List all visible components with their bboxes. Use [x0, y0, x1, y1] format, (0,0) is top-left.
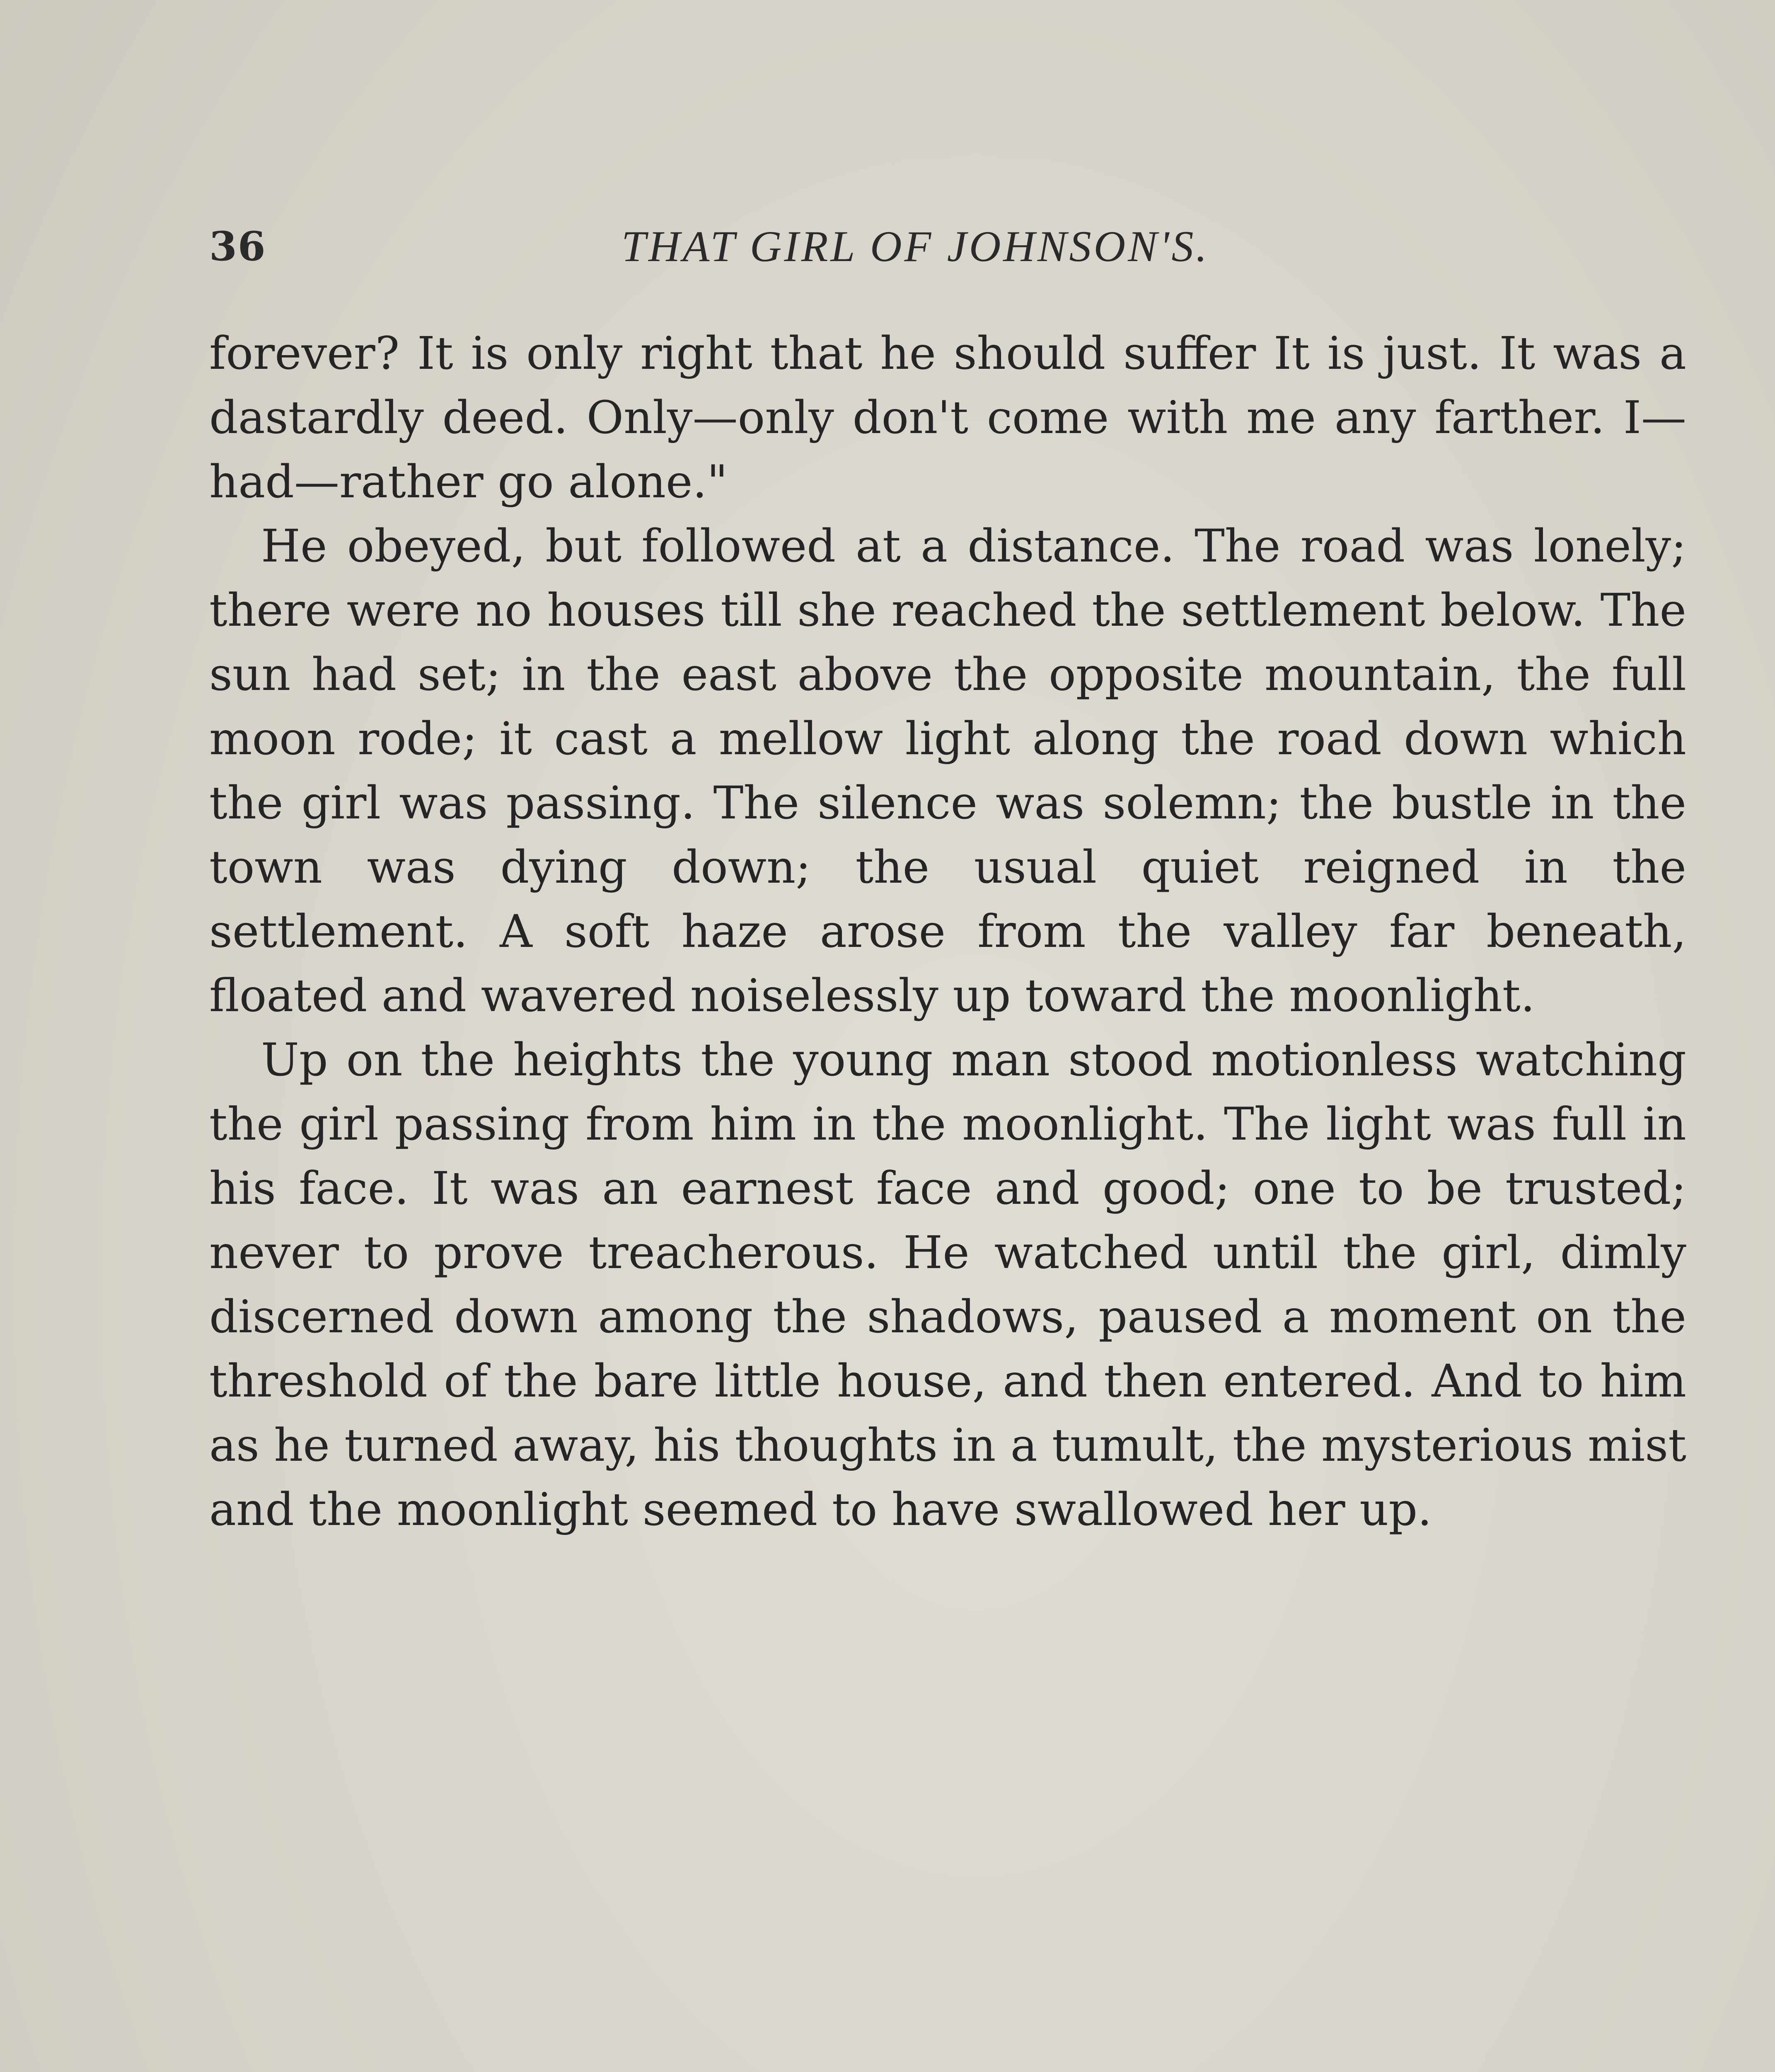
body-text	[209, 321, 1686, 1542]
page-number: 36	[209, 223, 266, 270]
running-head	[209, 215, 1684, 290]
running-title: THAT GIRL OF JOHNSON'S.	[621, 222, 1210, 271]
paragraph-heights: Up on the heights the young man stood motionless watching the girl passing from him in the moonlight. The light was full in his face. It was an earnest face and good; one to be trusted; never to prove treacherous. He watched until the girl, dimly discerned down among the shadows, paused a moment on the threshold of the bare little house, and then entered. And to him as he turned away, his thoughts in a tumult, the mysterious mist and the moonlight seemed to have swallowed her up.	[209, 1034, 1686, 1536]
paragraph-continuation: forever? It is only right that he should suffer It is just. It was a dastardly deed. Only—only don't come with me any farther. I—had—rather go alone."	[209, 327, 1686, 508]
paragraph-road: He obeyed, but followed at a distance. The road was lonely; there were no houses till she reached the settlement below. The sun had set; in the east above the opposite mountain, the full moon rode; it cast a mellow light along the road down which the girl was passing. The silence was solemn; the bustle in the town was dying down; the usual quiet reigned in the settlement. A soft haze arose from the valley far beneath, floated and wavered noiselessly up toward the moonlight.	[209, 520, 1686, 1022]
